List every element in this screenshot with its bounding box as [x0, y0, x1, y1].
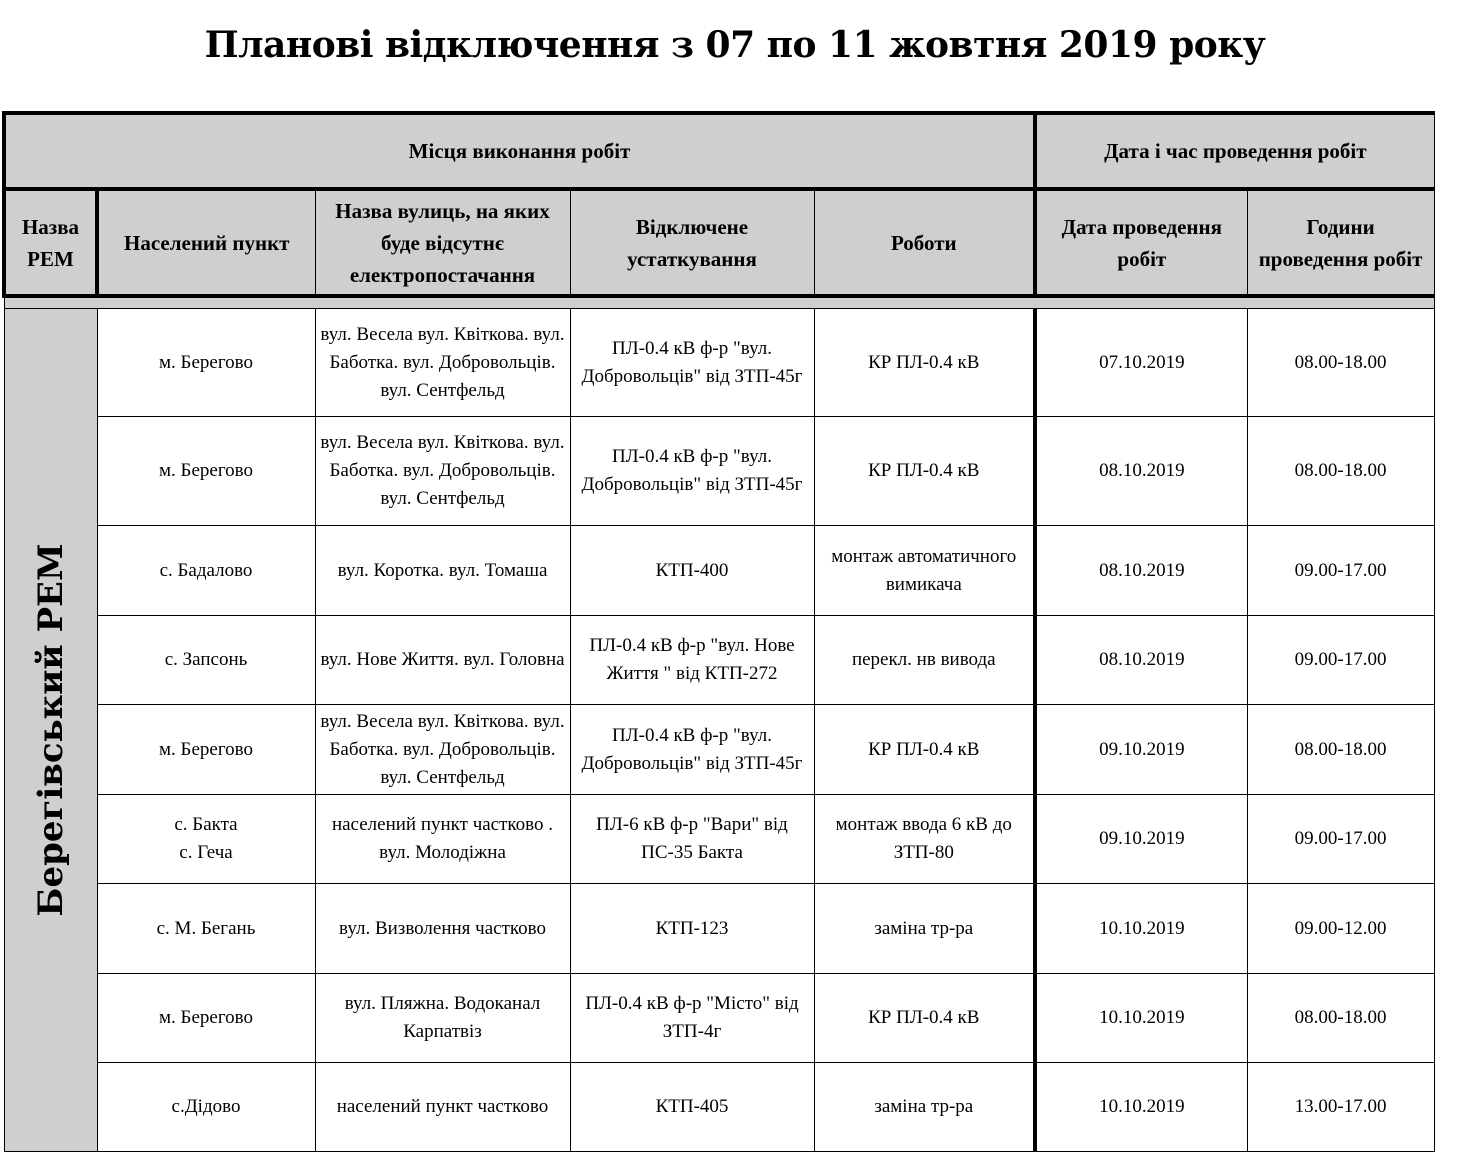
- cell-hours: 09.00-17.00: [1247, 795, 1434, 884]
- cell-works: монтаж автоматичного вимикача: [814, 526, 1035, 616]
- cell-equipment: ПЛ-0.4 кВ ф-р "Місто" від ЗТП-4г: [570, 974, 814, 1063]
- outage-table: [2, 111, 1435, 1152]
- cell-date: 10.10.2019: [1035, 1063, 1247, 1152]
- table-row: [4, 795, 1434, 884]
- table-row: [4, 616, 1434, 705]
- header-rem: Назва РЕМ: [4, 189, 97, 296]
- rem-name-cell: [4, 309, 97, 1152]
- header-hours: Години проведення робіт: [1247, 189, 1434, 296]
- cell-date: 09.10.2019: [1035, 795, 1247, 884]
- cell-settlement: с. М. Бегань: [97, 884, 315, 974]
- cell-settlement: м. Берегово: [97, 974, 315, 1063]
- cell-hours: 08.00-18.00: [1247, 417, 1434, 526]
- cell-hours: 08.00-18.00: [1247, 974, 1434, 1063]
- cell-settlement: м. Берегово: [97, 705, 315, 795]
- cell-date: 08.10.2019: [1035, 417, 1247, 526]
- cell-settlement: с. Запсонь: [97, 616, 315, 705]
- cell-streets: вул. Коротка. вул. Томаша: [315, 526, 570, 616]
- cell-works: перекл. нв вивода: [814, 616, 1035, 705]
- table-row: [4, 705, 1434, 795]
- cell-hours: 09.00-12.00: [1247, 884, 1434, 974]
- cell-equipment: ПЛ-0.4 кВ ф-р "вул. Добровольців" від ЗТП-45г: [570, 417, 814, 526]
- table-row: [4, 309, 1434, 417]
- cell-equipment: КТП-400: [570, 526, 814, 616]
- cell-equipment: ПЛ-0.4 кВ ф-р "вул. Добровольців" від ЗТП-45г: [570, 705, 814, 795]
- table-row: [4, 974, 1434, 1063]
- cell-date: 09.10.2019: [1035, 705, 1247, 795]
- cell-date: 10.10.2019: [1035, 884, 1247, 974]
- table-body: [4, 309, 1434, 1152]
- cell-works: КР ПЛ-0.4 кВ: [814, 974, 1035, 1063]
- cell-streets: вул. Пляжна. Водоканал Карпатвіз: [315, 974, 570, 1063]
- header-work-locations: Місця виконання робіт: [4, 113, 1035, 189]
- cell-streets: населений пункт частково . вул. Молодіжна: [315, 795, 570, 884]
- cell-streets: вул. Визволення частково: [315, 884, 570, 974]
- cell-works: КР ПЛ-0.4 кВ: [814, 417, 1035, 526]
- rem-name: Берегівський РЕМ: [30, 543, 71, 917]
- cell-equipment: ПЛ-6 кВ ф-р "Вари" від ПС-35 Бакта: [570, 795, 814, 884]
- cell-equipment: КТП-405: [570, 1063, 814, 1152]
- cell-hours: 08.00-18.00: [1247, 705, 1434, 795]
- cell-streets: населений пункт частково: [315, 1063, 570, 1152]
- header-settlement: Населений пункт: [97, 189, 315, 296]
- cell-date: 10.10.2019: [1035, 974, 1247, 1063]
- cell-streets: вул. Нове Життя. вул. Головна: [315, 616, 570, 705]
- page-title: Планові відключення з 07 по 11 жовтня 2019 року: [204, 24, 1266, 66]
- table-row: [4, 526, 1434, 616]
- cell-date: 07.10.2019: [1035, 309, 1247, 417]
- table-row: [4, 1063, 1434, 1152]
- cell-streets: вул. Весела вул. Квіткова. вул. Баботка. вул. Добровольців. вул. Сентфельд: [315, 705, 570, 795]
- cell-date: 08.10.2019: [1035, 526, 1247, 616]
- header-date-time: Дата і час проведення робіт: [1035, 113, 1434, 189]
- table-row: [4, 884, 1434, 974]
- header-equipment: Відключене устаткування: [570, 189, 814, 296]
- cell-settlement: м. Берегово: [97, 417, 315, 526]
- header-separator: [4, 296, 1434, 309]
- cell-settlement: с.Дідово: [97, 1063, 315, 1152]
- header-works: Роботи: [814, 189, 1035, 296]
- cell-equipment: ПЛ-0.4 кВ ф-р "вул. Нове Життя " від КТП-272: [570, 616, 814, 705]
- cell-streets: вул. Весела вул. Квіткова. вул. Баботка. вул. Добровольців. вул. Сентфельд: [315, 417, 570, 526]
- cell-works: монтаж ввода 6 кВ до ЗТП-80: [814, 795, 1035, 884]
- cell-date: 08.10.2019: [1035, 616, 1247, 705]
- cell-hours: 13.00-17.00: [1247, 1063, 1434, 1152]
- cell-streets: вул. Весела вул. Квіткова. вул. Баботка. вул. Добровольців. вул. Сентфельд: [315, 309, 570, 417]
- cell-hours: 08.00-18.00: [1247, 309, 1434, 417]
- cell-works: заміна тр-ра: [814, 884, 1035, 974]
- cell-settlement: с. Бакта с. Геча: [97, 795, 315, 884]
- cell-equipment: КТП-123: [570, 884, 814, 974]
- cell-equipment: ПЛ-0.4 кВ ф-р "вул. Добровольців" від ЗТП-45г: [570, 309, 814, 417]
- cell-settlement: м. Берегово: [97, 309, 315, 417]
- cell-works: КР ПЛ-0.4 кВ: [814, 309, 1035, 417]
- header-streets: Назва вулиць, на яких буде відсутнє електропостачання: [315, 189, 570, 296]
- cell-hours: 09.00-17.00: [1247, 616, 1434, 705]
- table-row: [4, 417, 1434, 526]
- cell-works: заміна тр-ра: [814, 1063, 1035, 1152]
- cell-hours: 09.00-17.00: [1247, 526, 1434, 616]
- cell-settlement: с. Бадалово: [97, 526, 315, 616]
- cell-works: КР ПЛ-0.4 кВ: [814, 705, 1035, 795]
- header-date: Дата проведення робіт: [1035, 189, 1247, 296]
